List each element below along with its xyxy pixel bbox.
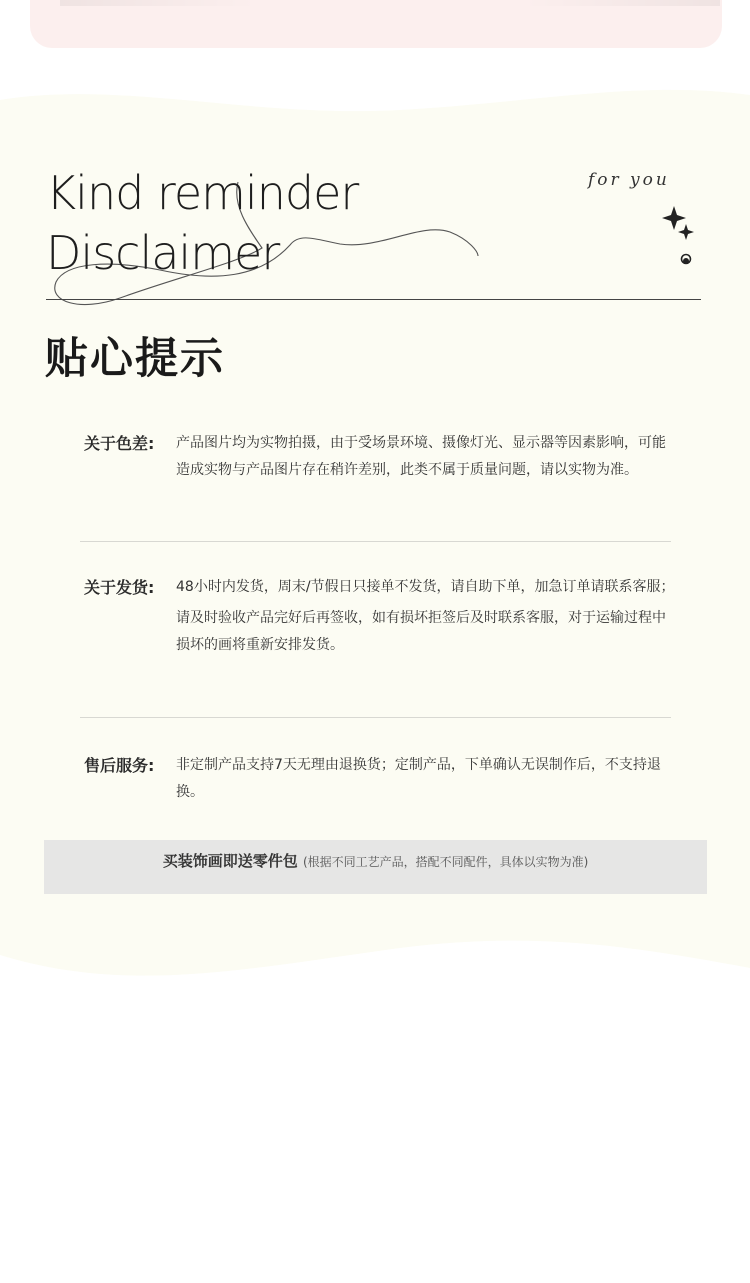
accessory-note-main: 买装饰画即送零件包 [162, 852, 298, 870]
row-text-shipping [176, 574, 676, 663]
divider [80, 717, 671, 718]
paragraph: 48小时内发货，周末/节假日只接单不发货，请自助下单，加急订单请联系客服； [176, 579, 675, 595]
for-you-script: for you [588, 170, 670, 190]
title-kind-reminder: Kind reminder [46, 166, 359, 220]
accessory-note-sub: (根据不同工艺产品，搭配不同配件，具体以实物为准) [302, 855, 589, 869]
paragraph: 产品图片均为实物拍摄，由于受场景环境、摄像灯光、显示器等因素影响，可能造成实物与产品图片存在稍许差别，此类不属于质量问题，请以实物为准。 [176, 435, 666, 478]
title-disclaimer: Disclaimer [46, 226, 280, 280]
title-cn: 贴心提示 [45, 334, 225, 384]
row-text-after-sales [176, 752, 676, 810]
accessory-note-box [44, 840, 707, 894]
header-rule [46, 299, 701, 300]
row-label-shipping: 关于发货: [84, 578, 155, 597]
accessory-note [44, 850, 707, 871]
divider [80, 541, 671, 542]
row-label-color-difference: 关于色差: [84, 434, 155, 453]
row-label-after-sales: 售后服务: [84, 756, 155, 775]
paragraph: 非定制产品支持7天无理由退换货；定制产品，下单确认无误制作后，不支持退换。 [176, 757, 661, 800]
row-text-color-difference [176, 430, 676, 488]
paragraph: 请及时验收产品完好后再签收，如有损坏拒签后及时联系客服，对于运输过程中损坏的画将重新安排发货。 [176, 610, 666, 653]
